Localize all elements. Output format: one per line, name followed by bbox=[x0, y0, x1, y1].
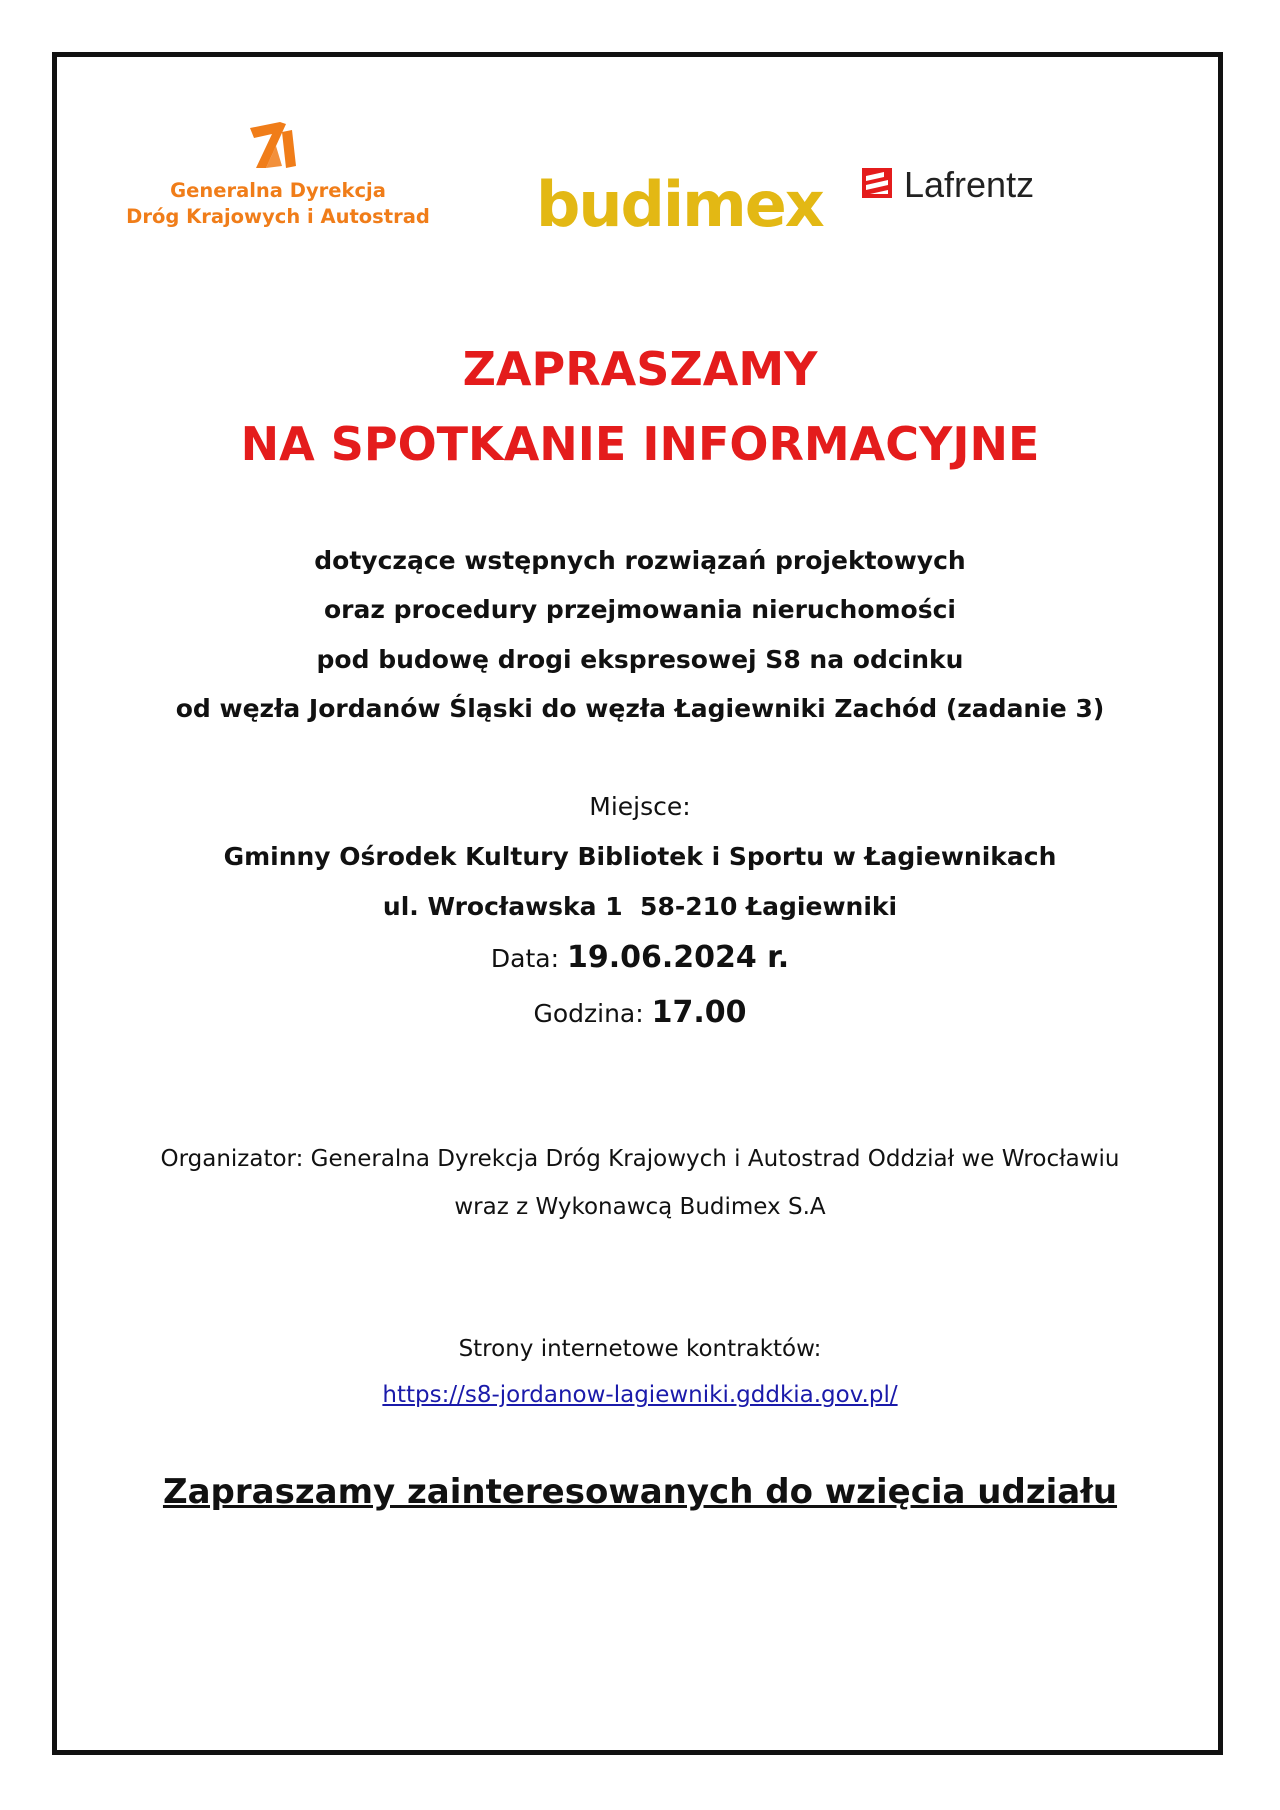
lafrentz-mark-icon bbox=[862, 168, 892, 198]
websites-link-row bbox=[0, 1372, 1280, 1418]
date-row bbox=[0, 933, 1280, 984]
lafrentz-logo bbox=[858, 160, 1098, 210]
time-row bbox=[0, 988, 1280, 1039]
gddkia-logo-line1: Generalna Dyrekcja bbox=[170, 179, 386, 202]
place-venue: Gminny Ośrodek Kultury Bibliotek i Sportu w Łagiewnikach bbox=[223, 842, 1057, 871]
heading-line2: NA SPOTKANIE INFORMACYJNE bbox=[240, 417, 1040, 471]
lafrentz-logo-text: Lafrentz bbox=[904, 164, 1035, 205]
budimex-logo: budimex bbox=[536, 168, 823, 241]
closing-invitation: Zapraszamy zainteresowanych do wzięcia udziału bbox=[162, 1472, 1118, 1512]
date-label: Data: bbox=[490, 944, 567, 973]
heading-line1: ZAPRASZAMY bbox=[462, 342, 818, 396]
description-line2: oraz procedury przejmowania nieruchomości bbox=[324, 595, 956, 624]
description-line1: dotyczące wstępnych rozwiązań projektowych bbox=[314, 546, 966, 575]
date-value: 19.06.2024 r. bbox=[566, 940, 790, 975]
time-label: Godzina: bbox=[533, 999, 652, 1028]
contract-website-link[interactable]: https://s8-jordanow-lagiewniki.gddkia.gov.pl/ bbox=[382, 1382, 898, 1408]
closing-row bbox=[0, 1468, 1280, 1516]
time-value: 17.00 bbox=[651, 995, 747, 1030]
place-label: Miejsce: bbox=[589, 792, 691, 821]
place-address: ul. Wrocławska 1 58-210 Łagiewniki bbox=[382, 892, 898, 921]
organizer-line1: Organizator: Generalna Dyrekcja Dróg Krajowych i Autostrad Oddział we Wrocławiu bbox=[160, 1146, 1120, 1172]
description-line3: pod budowę drogi ekspresowej S8 na odcinku bbox=[316, 645, 964, 674]
gddkia-logo-text bbox=[118, 178, 438, 230]
description-line4: od węzła Jordanów Śląski do węzła Łagiewniki Zachód (zadanie 3) bbox=[175, 694, 1105, 723]
gddkia-logo bbox=[118, 112, 438, 232]
websites-label: Strony internetowe kontraktów: bbox=[458, 1336, 822, 1362]
organizer-line2: wraz z Wykonawcą Budimex S.A bbox=[454, 1194, 826, 1220]
road-icon bbox=[246, 120, 298, 170]
gddkia-logo-line2: Dróg Krajowych i Autostrad bbox=[126, 205, 430, 228]
